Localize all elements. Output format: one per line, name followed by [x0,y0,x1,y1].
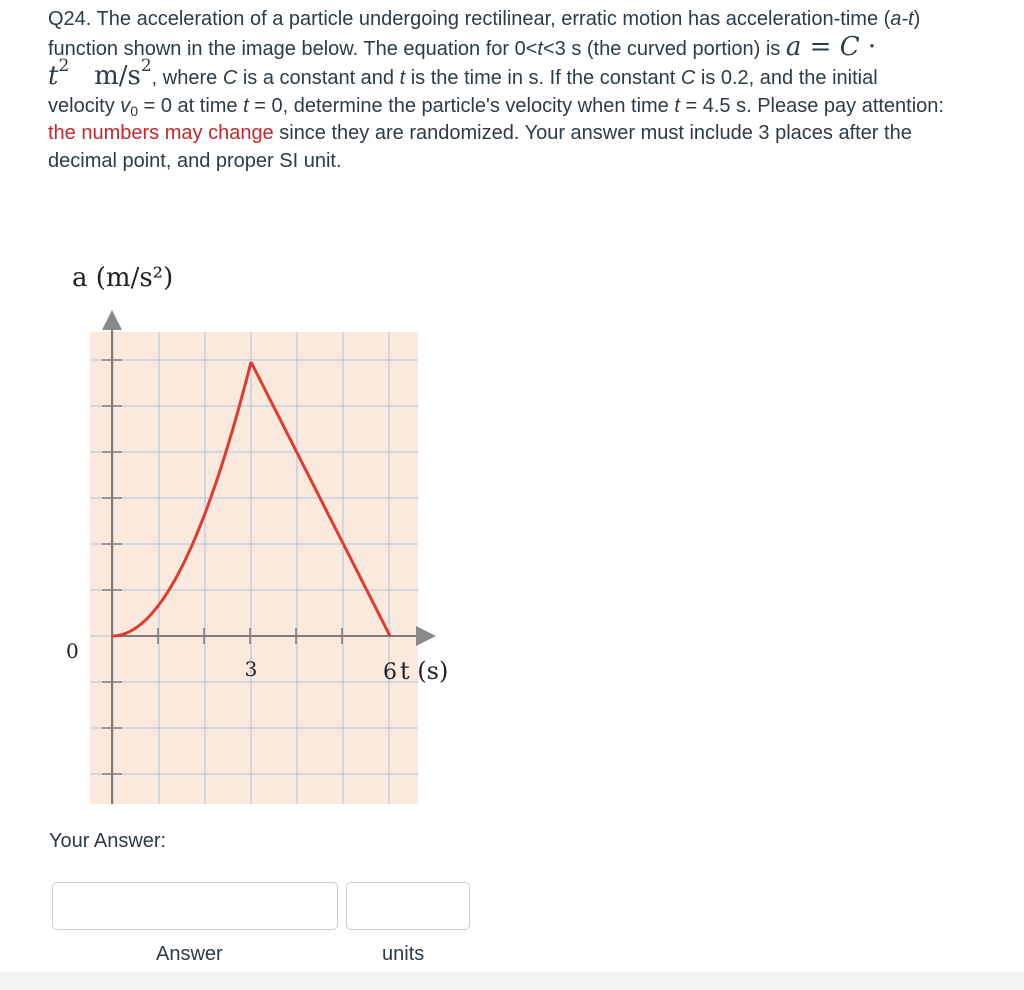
equation: $a = C \cdot t^2$ $m/s^2$ [48,31,877,92]
answer-label: Answer [156,943,223,965]
question-text: Q24. The acceleration of a particle undergoing rectilinear, erratic motion has acceleration-time (a-t) function shown in the image below. The equation for 0<t<3 s (the curved portion) is $a = C \cdot t^2$ $m/s^2$, where C is a constant and t is the time in s. If the constant C is 0.2, and the initial velocity $v_0 = 0$ at time t = 0, determine the particle's velocity when time t = 4.5 s. Please pay attention: the numbers may change since they are randomized. Your answer must include 3 places after the decimal point, and proper SI unit. [48,8,944,172]
x-tick-label-3: 3 [244,657,258,681]
origin-label: 0 [66,639,79,663]
acceleration-time-graph [0,250,520,810]
randomized-warning: the numbers may change [48,122,274,145]
x-axis-label: t (s) [400,657,449,685]
y-axis-label: a (m/s²) [72,263,174,293]
page-footer-strip [0,972,1024,990]
grid-background [90,332,418,804]
answer-input[interactable] [52,882,338,930]
x-tick-label-6: 6 [383,660,397,685]
your-answer-heading: Your Answer: [49,830,167,852]
units-label: units [382,943,425,965]
units-input[interactable] [346,882,470,930]
